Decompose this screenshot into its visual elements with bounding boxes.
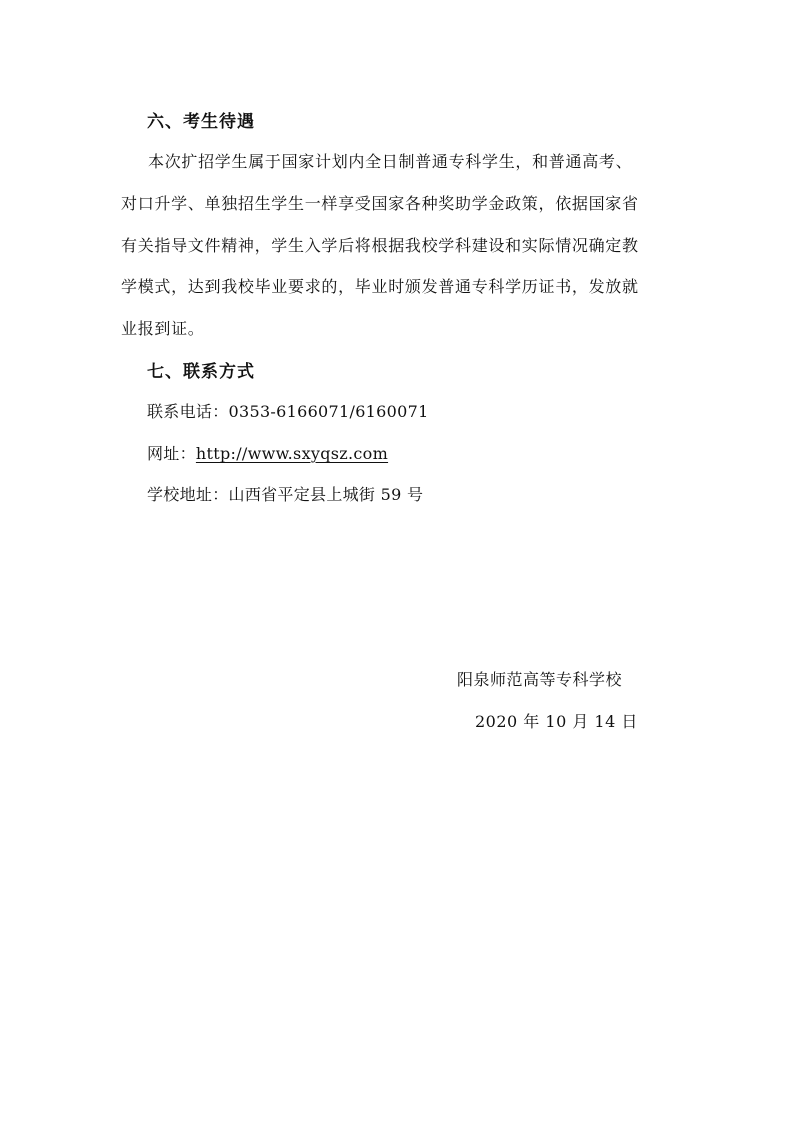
paragraph-line: 本次扩招学生属于国家计划内全日制普通专科学生，和普通高考、	[148, 152, 633, 171]
paragraph-line: 业报到证。	[121, 319, 205, 338]
website-link[interactable]: http://www.sxyqsz.com	[195, 444, 389, 463]
signature-institution: 阳泉师范高等专科学校	[457, 670, 623, 689]
address-label: 学校地址：	[147, 485, 229, 504]
contact-website	[147, 441, 388, 464]
address-value: 山西省平定县上城街 59 号	[228, 485, 424, 504]
paragraph-line: 有关指导文件精神，学生入学后将根据我校学科建设和实际情况确定教	[121, 236, 639, 255]
contact-phone	[147, 399, 429, 422]
paragraph-line: 对口升学、单独招生学生一样享受国家各种奖助学金政策，依据国家省	[121, 194, 639, 213]
paragraph-line: 学模式，达到我校毕业要求的，毕业时颁发普通专科学历证书，发放就	[121, 277, 639, 296]
signature-date: 2020 年 10 月 14 日	[475, 712, 638, 731]
phone-value: 0353-6166071/6160071	[228, 402, 429, 421]
website-label: 网址：	[147, 444, 196, 463]
contact-address	[147, 482, 423, 505]
phone-label: 联系电话：	[147, 402, 229, 421]
section-six-heading: 六、考生待遇	[147, 112, 255, 132]
section-seven-heading: 七、联系方式	[147, 362, 255, 382]
